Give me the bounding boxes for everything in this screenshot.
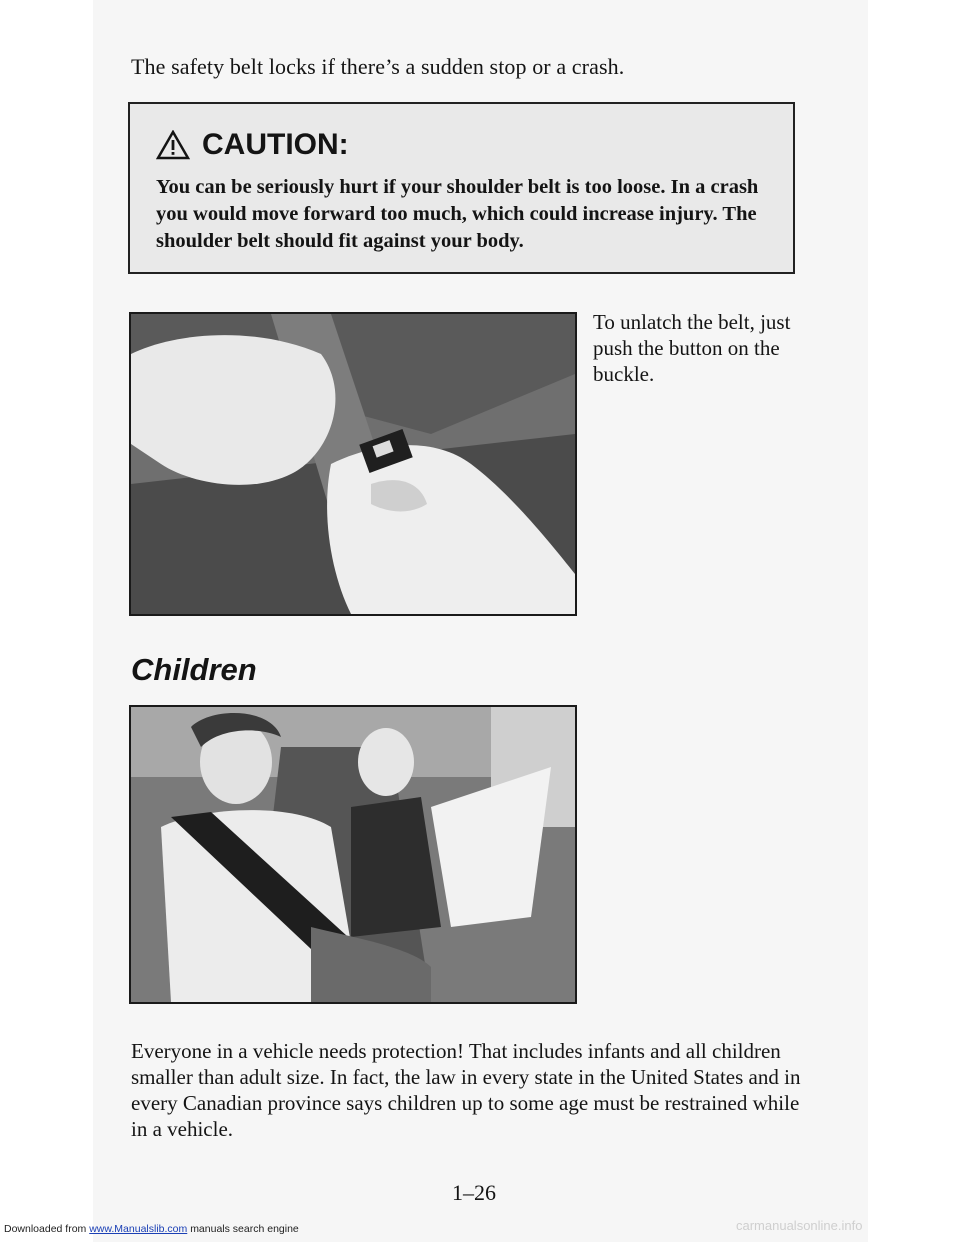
footer-prefix: Downloaded from [4,1223,87,1235]
page-number: 1–26 [452,1180,496,1205]
buckle-illustration [129,312,577,616]
children-body-text: Everyone in a vehicle needs protection! That includes infants and all children smaller than adult size. In fact, the law in every state in the United States and in every Canadian province says children up to some age must be restrained while in a vehicle. [131,1039,801,1141]
footer-suffix: manuals search engine [190,1223,299,1235]
manualslib-link[interactable]: www.Manualslib.com [89,1223,188,1235]
buckle-drawing [131,314,575,614]
unlatch-instruction: To unlatch the belt, just push the button on the buckle. [593,310,791,386]
intro-text: The safety belt locks if there’s a sudden stop or a crash. [131,54,625,79]
children-illustration [129,705,577,1004]
caution-box [128,102,795,274]
caution-header [156,128,349,162]
download-footer [4,1223,299,1235]
watermark-text: carmanualsonline.info [736,1218,863,1233]
caution-text: You can be seriously hurt if your shoulder belt is too loose. In a crash you would move forward too much, which could increase injury. The shoulder belt should fit against your body. [156,176,759,252]
caution-title: CAUTION: [202,128,349,161]
warning-triangle-icon [156,130,190,160]
section-heading: Children [131,652,257,687]
children-drawing [131,707,575,1002]
